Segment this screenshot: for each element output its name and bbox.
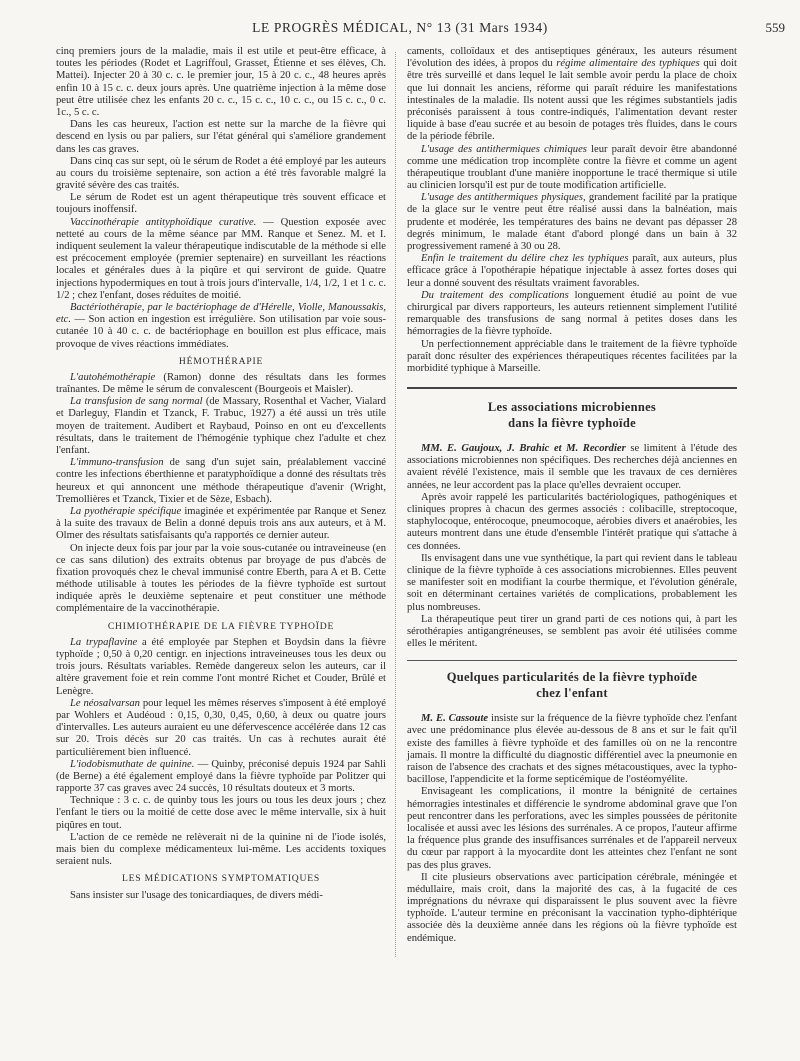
article-separator [407, 660, 737, 661]
article-title-line: Quelques particularités de la fièvre typhoïde [446, 670, 698, 685]
spacer [407, 431, 737, 443]
article-separator [407, 387, 737, 389]
left-column [56, 46, 386, 902]
paragraph [407, 253, 737, 290]
article-title-line: dans la fièvre typhoïde [508, 416, 636, 431]
column-divider [395, 52, 396, 957]
paragraph [56, 217, 386, 302]
author-names: M. E. Cassoute [421, 713, 489, 725]
paragraph: Technique : 3 c. c. de quinby tous les jours ou tous les deux jours ; chez l'enfant le tiers ou la moitié de cette dose avec le même intervalle, six à huit piqûres en tout. [56, 795, 386, 831]
paragraph [56, 637, 386, 698]
paragraph-heading: L'usage des antithermiques chimiques [421, 143, 587, 155]
journal-title: LE PROGRÈS MÉDICAL, N° 13 (31 Mars 1934) [252, 20, 548, 35]
right-column [407, 46, 737, 945]
article-title-line: Les associations microbiennes [487, 400, 657, 415]
paragraph: Envisageant les complications, il montre la bénignité de certaines hémorragies intestinales et différencie le syndrome abdominal grave que l'on peut rencontrer dans les perforations, avec les simples poussées de péritonite localisée et aussi avec les lésions des surrénales. A ce propos, l'auteur affirme la fréquence plus grande des insuffisances surrénales et de l'appareil nerveux du cœur par rapport à la myocardite dont les atteintes chez l'enfant ne sont pas des plus graves. [407, 786, 737, 871]
paragraph: Après avoir rappelé les particularités bactériologiques, pathogéniques et cliniques propres à chacun des germes associés : colibacille, streptocoque, staphylocoque, entérocoque, pneumocoque, aérobies divers et anaérobies, les auteurs montrent dans une étude d'ensemble l'intérêt pratique qui s'attache à ces données. [407, 491, 737, 552]
paragraph-text: imaginée et expérimentée par Ranque et Senez à la suite des travaux de Belin a donné depuis trois ans aux auteurs, et à M. Olmer des résultats satisfaisants qu'a rapportés ce dernier auteur. [56, 505, 386, 542]
spacer [407, 701, 737, 713]
paragraph-text: leur paraît devoir être abandonné comme une médication trop incomplète contre la fièvre et comme un agent thérapeutique troublant d'une manière inopportune le tracé thermique si utile au clinicien lorsqu'il est pur de toute modification artificielle. [407, 143, 738, 192]
paragraph-text: (de Massary, Rosenthal et Vacher, Vialard et Darleguy, Flandin et Tzanck, F. Trabuc, 1927) a été aussi un très utile moyen de traitement. Audibert et Raybaud, Poinso en ont eu d'excellents résultats, dans le traitement de l'hémogénie typhique chez l'adulte et chez l'enfant. [56, 396, 386, 456]
paragraph: Sans insister sur l'usage des tonicardiaques, de divers médi- [70, 889, 323, 901]
paragraph [407, 443, 737, 492]
paragraph [56, 396, 386, 457]
article-title [407, 399, 737, 431]
paragraph: Ils envisagent dans une vue synthétique, la part qui revient dans le tableau clinique de la fièvre typhoïde à ces associations microbiennes. Elles peuvent se manifester soit en modifiant la courbe thermique, et l'évolution générale, soit en déterminant certaines variétés de complications, probablement les plus nombreuses. [407, 552, 737, 613]
paragraph-text: qui doit être très surveillé et dans lequel le lait semble avoir perdu la place de choix que lui donnait les anciens, réforme qui paraît réduire les manifestations intestinales de la maladie. Ils notent aussi que les régimes substantiels jadis préconisés paraissent à tous contre-indiqués, l'alimentation devant rester liquide à base d'eau sucrée et au besoin de potages très fluides, dans le cours de la période fébrile. [407, 58, 737, 143]
paragraph-heading: Bactériothérapie, par le bactériophage de d'Hérelle, Violle, Manoussakis, etc. [56, 301, 386, 326]
paragraph: La thérapeutique peut tirer un grand parti de ces notions qui, à part les sérothérapies antigangréneuses, se semblent pas avoir été utilisées comme elles le méritent. [407, 613, 737, 650]
paragraph-text: pour lequel les mêmes réserves s'imposent à été employé par Wohlers et Audéoud : 0,15, 0,30, 0,45, 0,60, à deux ou quatre jours d'intervalles. Les auteurs auraient eu une défervescence accélérée dans 12 cas sur 20. Trois décès sur 20 cas traités. Un cas à rechutes aurait été particulièrement bien influencé. [56, 697, 386, 758]
paragraph-text: insiste sur la fréquence de la fièvre typhoïde chez l'enfant avec une prédominance plus élevée au-dessous de 8 ans et sur le fait qu'il existe des familles à fièvre typhoïde et des familles où on ne la rencontre jamais. Il montre la difficulté du diagnostic différentiel avec la pneumonie en raison de l'absence des crachats et des signes métacoustiques, avec la typho-bacillose, l'appendicite et la forme septicémique de l'ostéomyélite. [407, 713, 737, 786]
paragraph-heading: L'autohémothérapie [70, 371, 156, 383]
paragraph [56, 759, 386, 796]
paragraph-text: longuement étudié au point de vue chirurgical par divers rapporteurs, les auteurs retiennent simplement l'utilité remarquable des transfusions de sang normal à petites doses dans les hémorragies de la fièvre typhoïde. [407, 289, 737, 338]
paragraph [56, 302, 386, 351]
paragraph: Il cite plusieurs observations avec participation cérébrale, méningée et médullaire, mais croit, dans la majorité des cas, à la fugacité de ces imprégnations du névraxe qui disparaissent le plus souvent avec la fièvre typhoïde. L'auteur termine en préconisant la vaccination typho-diphtérique associée dès la deuxième année dans les régions où la fièvre typhoïde est endémique. [407, 871, 737, 944]
paragraph-text: — Son action en ingestion est irrégulière. Son utilisation par voie sous-cutanée 10 à 40 c. c. de bactériophage en bouillon est plus efficace, mais provoque de vives réactions immédiates. [56, 314, 386, 350]
paragraph: Dans les cas heureux, l'action est nette sur la marche de la fièvre qui descend en lysis ou par paliers, sur l'état général qui s'améliore grandement dans les cas graves. [56, 119, 386, 155]
paragraph-heading: L'usage des antithermiques physiques, [421, 192, 586, 204]
paragraph-text: (Ramon) donne des résultats dans les formes traînantes. De même le sérum de convalescent (Bourgeois et Maisler). [56, 371, 386, 396]
section-heading: LES MÉDICATIONS SYMPTOMATIQUES [121, 873, 321, 885]
paragraph-heading: régime alimentaire des typhiques [556, 58, 700, 70]
paragraph-text: grandement facilité par la pratique de la glace sur le ventre peut être réalisé aussi dans la balnéation, mais prudente et modérée, les températures des bains ne devant pas dépasser 28 degrés minimum, le malade étant d'abord plongé dans un bain à 32 progressivement ramené à 30 ou 28. [407, 192, 737, 252]
paragraph: Un perfectionnement appréciable dans le traitement de la fièvre typhoïde paraît donc résulter des expériences thérapeutiques récentes facilitées par la morbidité typhique à Marseille. [407, 338, 737, 374]
paragraph [56, 698, 386, 759]
paragraph [407, 192, 737, 253]
paragraph-text: de sang d'un sujet sain, préalablement vacciné contre les infections éberthienne et paratyphoïdique a donné des résultats très heureux et qui annoncent une méthode thérapeutique d'avenir (Wright, Tremollières et Tzanck, Tixier et de Sèze, Esbach). [56, 457, 386, 505]
paragraph: On injecte deux fois par jour par la voie sous-cutanée ou intraveineuse (en ce cas sans dilution) des extraits obtenus par broyage de pus d'abcès de fixation provoqués chez le cheval immunisé contre Eberth, para A et B. Cette méthode utilisable à toutes les périodes de la fièvre typhoïde est surtout indiquée après le deuxième septenaire et peut constituer une méthode complémentaire de la vaccinothérapie. [56, 542, 386, 615]
paragraph [407, 290, 737, 339]
page-number: 559 [765, 20, 785, 35]
paragraph-text: a été employée par Stephen et Boydsin dans la fièvre typhoïde ; 0,50 à 0,20 centigr. en injections intraveineuses tous les deux ou trois jours. Résultats variables. Remède dangereux selon les auteurs, car il altère gravement foie et rein comme l'ont montré Richet et Couder, Brûlé et Lenègre. [56, 636, 386, 697]
running-header [0, 20, 800, 40]
paragraph-heading: La pyothérapie spécifique [70, 505, 182, 517]
paragraph-heading: La trypaflavine [70, 636, 138, 648]
paragraph [56, 457, 386, 506]
paragraph-text: caments, colloïdaux et des antiseptiques généraux, les auteurs résument l'évolution des idées, à propos du [407, 46, 737, 70]
paragraph-text: — Quinby, préconisé depuis 1924 par Sahli (de Berne) a été également employé dans la fièvre typhoïde par Politzer qui rapporte 37 cas graves avec 24 succès, 10 résultats douteux et 3 morts. [56, 758, 386, 795]
paragraph-heading: Vaccinothérapie antityphoïdique curative. [70, 216, 257, 228]
paragraph-text: paraît, aux auteurs, plus efficace grâce à l'opothérapie hépatique injectable à assez fortes doses qui leur a donné souvent des résultats vraiment favorables. [407, 253, 737, 289]
paragraph: Le sérum de Rodet est un agent thérapeutique très souvent efficace et toujours inoffensif. [56, 192, 386, 216]
paragraph-heading: L'immuno-transfusion [70, 457, 164, 469]
paragraph [407, 713, 737, 786]
paragraph: L'action de ce remède ne relèverait ni de la quinine ni de l'iode isolés, mais bien du complexe médicamenteux lui-même. Les accidents toxiques seraient nuls. [56, 831, 386, 868]
paragraph-heading: Enfin le traitement du délire chez les typhiques [421, 253, 629, 265]
paragraph-heading: La transfusion de sang normal [70, 396, 203, 408]
paragraph: cinq premiers jours de la maladie, mais il est utile et peut-être efficace, à toutes les périodes (Rodet et Lagriffoul, Grasset, Étienne et ses élèves, Ch. Mattei). Injecter 20 à 30 c. c. le premier jour, 15 à 20 c. c., 48 heures après enfin 10 à 15 c. c. deux jours après. Une quatrième injection à la même dose peut être utilisée chez les enfants 20 c. c., 15 c. c., 10 c. c., ou 15 c. c., 0 c. 1c., 5 c. c. [56, 46, 386, 118]
author-names: MM. E. Gaujoux, J. Brahic et M. Recordier [421, 443, 626, 455]
section-heading: CHIMIOTHÉRAPIE DE LA FIÈVRE TYPHOÏDE [107, 620, 335, 632]
paragraph-heading: L'iodobismuthate de quinine. [70, 758, 195, 770]
article-title-line: chez l'enfant [536, 686, 608, 701]
paragraph-heading: Du traitement des complications [421, 289, 569, 301]
article-title [407, 669, 737, 701]
paragraph [407, 144, 737, 193]
paragraph-text: se limitent à l'étude des associations microbiennes non spécifiques. Des recherches déjà anciennes en avaient révélé l'existence, mais il semble que les travaux de ces dernières années, ne leur accordent pas la place qu'elles devraient occuper. [407, 443, 737, 491]
paragraph [407, 46, 737, 144]
paragraph [56, 506, 386, 543]
paragraph: Dans cinq cas sur sept, où le sérum de Rodet a été employé par les auteurs au cours du troisième septenaire, son action a été très favorable malgré la gravité sévère des cas traités. [56, 155, 386, 192]
section-heading: HÉMOTHÉRAPIE [178, 355, 264, 367]
paragraph [56, 372, 386, 396]
paragraph-text: — Question exposée avec netteté au cours de la même séance par MM. Ranque et Senez. M. et I. indiquent seulement la valeur thérapeutique indiscutable de la méthode si elle est précocement employée (premier septenaire) en surveillant les réactions locales et générales dues à la piqûre et qui serviront de guide. Quatre injections hypodermiques en tout à trois jours d'intervalle, 1/4, 1/2, 1 et 1 c. c. 1/2 ; chez l'enfant, doses réduites de moitié. [56, 216, 386, 301]
paragraph-heading: Le néosalvarsan [70, 697, 140, 709]
